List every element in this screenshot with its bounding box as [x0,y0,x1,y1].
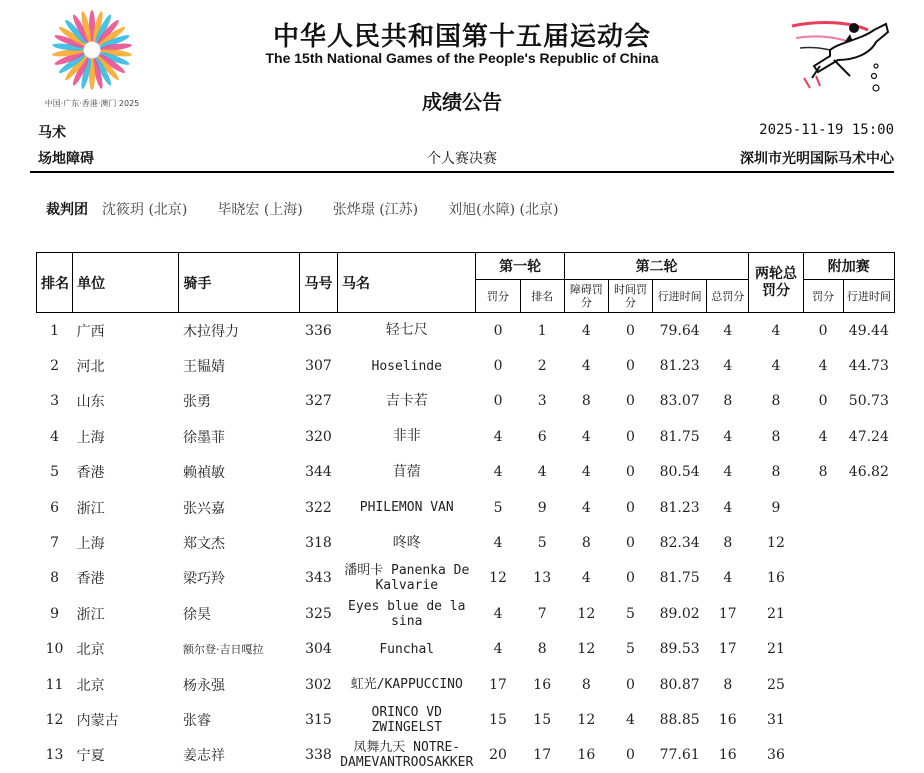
cell-r2-obs: 16 [577,747,596,764]
results-table [36,252,895,773]
cell-r2-time: 0 [626,535,635,552]
cell-total: 21 [767,605,785,622]
cell-unit: 北京 [76,677,105,694]
cell-r2-obs: 4 [581,499,591,516]
cell-jo-pen: 4 [818,358,828,375]
cell-jo-time [843,490,894,525]
cell-horse: 苜蓿 [392,463,421,480]
cell-unit: 香港 [76,571,105,588]
col-unit: 单位 [73,253,179,313]
cell-total: 8 [771,393,781,410]
table-row [37,348,895,383]
cell-r2-obs: 8 [581,535,591,552]
cell-jo-pen [803,702,843,737]
cell-unit: 宁夏 [76,748,105,765]
cell-total: 21 [767,641,785,658]
cell-r2-time: 0 [626,676,635,693]
cell-rider: 王韫婧 [182,359,225,376]
cell-jo-time: 47.24 [848,428,889,445]
cell-r2-total: 8 [723,393,733,410]
cell-r2-time: 0 [626,499,635,516]
cell-rank: 10 [45,641,64,658]
cell-rider: 额尔登·吉日嘎拉 [182,643,264,657]
cell-rank: 7 [50,535,60,552]
cell-jo-pen [803,490,843,525]
jury-list [46,199,588,219]
cell-rank: 3 [50,393,60,410]
logo-text: 中国·广东·香港·澳门 2025 [44,99,140,108]
cell-r2-time: 0 [626,570,635,587]
table-row [37,632,895,667]
cell-r2-time: 0 [626,322,635,339]
cell-r1-rank: 9 [537,499,547,516]
cell-r2-obs: 4 [581,322,591,339]
sport-name: 马术 [38,125,66,141]
cell-jo-pen [803,561,843,596]
cell-rider: 郑文杰 [182,536,225,553]
cell-r2-total: 16 [718,711,737,728]
cell-jo-pen: 8 [818,464,828,481]
cell-jo-pen: 4 [818,428,828,445]
cell-unit: 河北 [76,359,105,376]
cell-rider: 徐昊 [182,606,211,623]
col-r1-penalty: 罚分 [476,280,520,313]
table-row [37,384,895,419]
cell-r2-total: 4 [723,570,733,587]
cell-no: 343 [305,570,332,587]
cell-r2-ride: 80.54 [659,464,700,481]
cell-jo-time: 46.82 [848,464,889,481]
cell-r2-obs: 8 [581,393,591,410]
jury-label: 裁判团 [46,202,88,218]
cell-r2-ride: 89.02 [659,605,700,622]
cell-r2-obs: 4 [581,428,591,445]
table-row [37,419,895,454]
cell-r1-rank: 3 [537,393,547,410]
cell-r2-obs: 12 [577,711,596,728]
cell-jo-time: 50.73 [848,393,889,410]
cell-r1-pen: 20 [489,747,507,764]
cell-rank: 13 [45,747,64,764]
col-rank: 排名 [37,253,73,313]
cell-r1-pen: 0 [493,393,503,410]
cell-unit: 上海 [76,429,105,446]
cell-total: 36 [767,747,785,764]
cell-r2-ride: 79.64 [659,322,700,339]
cell-r2-total: 4 [723,464,733,481]
cell-r1-rank: 8 [537,641,547,658]
table-row [37,525,895,560]
cell-rank: 11 [45,676,64,693]
cell-r1-rank: 1 [537,322,547,339]
cell-r2-time: 0 [626,358,635,375]
cell-horse: 吉卡若 [385,392,428,409]
table-row [37,313,895,349]
cell-r2-total: 17 [718,641,737,658]
discipline-name: 场地障碍 [38,151,94,167]
cell-r1-pen: 4 [493,428,503,445]
cell-r2-ride: 83.07 [659,393,700,410]
cell-r2-time: 5 [626,641,635,658]
col-jo-time: 行进时间 [843,280,894,313]
table-row [37,702,895,737]
cell-no: 327 [305,393,332,410]
cell-r1-pen: 4 [493,605,503,622]
cell-total: 4 [771,322,781,339]
report-title: 成绩公告 [422,90,502,114]
cell-rank: 9 [50,605,60,622]
cell-no: 315 [305,711,332,728]
jury-member: 刘旭(水障) (北京) [448,202,559,218]
cell-jo-pen: 0 [818,322,828,339]
cell-r2-obs: 8 [581,676,591,693]
cell-unit: 广西 [76,323,105,340]
table-row [37,490,895,525]
cell-r2-total: 16 [718,747,737,764]
cell-r1-rank: 2 [537,358,547,375]
cell-r2-ride: 81.75 [659,570,700,587]
col-horse-no: 马号 [299,253,337,313]
cell-r2-total: 17 [718,605,737,622]
cell-r1-rank: 13 [533,570,552,587]
cell-rider: 赖禎敏 [182,465,225,482]
cell-r2-obs: 12 [577,641,596,658]
cell-rider: 木拉得力 [182,323,239,340]
cell-horse: PHILEMON VAN [359,500,454,516]
col-round2: 第二轮 [564,253,749,280]
cell-horse: 非非 [392,428,421,445]
cell-r2-total: 8 [723,676,733,693]
cell-horse: 凤舞九天 NOTRE-DAMEVANTROOSAKKER [340,740,474,771]
cell-r2-time: 4 [626,711,635,728]
cell-r1-rank: 15 [533,711,552,728]
col-rider: 骑手 [179,253,299,313]
cell-jo-pen [803,632,843,667]
cell-horse: ORINCO VD ZWINGELST [371,704,442,735]
cell-horse: Funchal [379,641,435,657]
cell-r2-obs: 4 [581,464,591,481]
cell-no: 318 [305,535,332,552]
page-title-en: The 15th National Games of the People's Republic of China [265,50,659,66]
cell-r2-obs: 4 [581,570,591,587]
cell-jo-time [843,525,894,560]
col-r2-ride-time: 行进时间 [653,280,707,313]
cell-no: 320 [305,428,332,445]
venue-name: 深圳市光明国际马术中心 [740,151,894,167]
cell-unit: 北京 [76,642,105,659]
cell-jo-time [843,561,894,596]
cell-r2-total: 4 [723,499,733,516]
cell-r2-time: 0 [626,428,635,445]
cell-r1-rank: 6 [537,428,547,445]
cell-rider: 杨永强 [182,677,225,694]
page-title-cn: 中华人民共和国第十五届运动会 [272,22,651,52]
cell-r2-total: 4 [723,322,733,339]
cell-jo-pen: 0 [818,393,828,410]
jury-member: 沈筱玥 (北京) [102,202,188,218]
table-row [37,596,895,631]
cell-r2-ride: 82.34 [659,535,700,552]
cell-jo-time [843,702,894,737]
col-r2-time-penalty: 时间罚分 [608,280,652,313]
cell-rider: 张睿 [182,712,211,729]
cell-no: 302 [305,676,332,693]
cell-rank: 1 [50,322,60,339]
cell-rank: 5 [50,464,60,481]
cell-unit: 山东 [76,394,105,411]
cell-r1-rank: 5 [537,535,547,552]
cell-unit: 浙江 [76,606,105,623]
cell-jo-time: 44.73 [848,358,889,375]
cell-rank: 8 [50,570,60,587]
col-r2-total: 总罚分 [707,280,749,313]
cell-horse: Eyes blue de la sina [348,598,466,629]
cell-unit: 内蒙古 [76,712,119,729]
cell-total: 12 [767,535,785,552]
cell-r1-pen: 4 [493,535,503,552]
cell-rank: 12 [45,711,64,728]
cell-r2-ride: 88.85 [659,711,700,728]
cell-r2-ride: 81.75 [659,428,700,445]
cell-r1-pen: 17 [489,676,507,693]
cell-rank: 4 [50,428,60,445]
cell-no: 322 [305,499,332,516]
header-divider [30,171,894,173]
cell-rider: 姜志祥 [182,748,225,765]
cell-jo-time [843,667,894,702]
cell-r1-pen: 0 [493,358,503,375]
col-jumpoff: 附加赛 [803,253,894,280]
cell-r2-ride: 80.87 [659,676,700,693]
cell-total: 8 [771,464,781,481]
cell-r1-pen: 4 [493,641,503,658]
cell-no: 344 [305,464,332,481]
col-horse: 马名 [338,253,476,313]
cell-horse: 轻七尺 [385,322,428,339]
cell-no: 325 [305,605,332,622]
cell-r1-rank: 4 [537,464,547,481]
cell-horse: Hoselinde [371,358,442,374]
cell-r2-ride: 81.23 [659,358,700,375]
cell-r1-pen: 5 [493,499,503,516]
cell-jo-time [843,632,894,667]
cell-r1-pen: 12 [489,570,507,587]
cell-jo-pen [803,596,843,631]
cell-rider: 梁巧羚 [182,571,225,588]
cell-r2-total: 8 [723,535,733,552]
cell-no: 304 [305,641,332,658]
jury-member: 毕晓宏 (上海) [217,202,303,218]
cell-r2-obs: 4 [581,358,591,375]
cell-r2-time: 0 [626,393,635,410]
col-jo-penalty: 罚分 [803,280,843,313]
cell-no: 307 [305,358,332,375]
cell-r2-ride: 77.61 [659,747,700,764]
cell-r1-rank: 7 [537,605,547,622]
cell-rider: 徐墨菲 [182,429,225,446]
cell-total: 16 [767,570,785,587]
table-row [37,455,895,490]
cell-r1-pen: 4 [493,464,503,481]
col-r1-rank: 排名 [520,280,564,313]
cell-r2-time: 5 [626,605,635,622]
cell-r2-time: 0 [626,747,635,764]
cell-jo-time: 49.44 [848,322,889,339]
cell-total: 8 [771,428,781,445]
cell-horse: 虹光/KAPPUCCINO [350,677,463,693]
cell-rider: 张兴嘉 [182,500,225,517]
event-name: 个人赛决赛 [427,151,497,167]
cell-horse: 咚咚 [392,534,421,551]
table-row [37,667,895,702]
cell-r2-time: 0 [626,464,635,481]
cell-r2-total: 4 [723,358,733,375]
cell-r2-ride: 81.23 [659,499,700,516]
cell-r1-pen: 15 [489,711,507,728]
col-round1: 第一轮 [476,253,564,280]
cell-no: 338 [305,747,332,764]
cell-unit: 香港 [76,465,105,482]
cell-no: 336 [305,322,332,339]
table-row [37,561,895,596]
cell-r1-rank: 17 [533,747,552,764]
cell-r1-rank: 16 [533,676,552,693]
cell-rider: 张勇 [182,394,211,411]
cell-rank: 6 [50,499,60,516]
report-datetime: 2025-11-19 15:00 [759,122,894,138]
jury-member: 张烨璟 (江苏) [332,202,419,218]
cell-jo-pen [803,525,843,560]
col-r2-obstacle: 障碍罚分 [564,280,608,313]
col-total: 两轮总罚分 [749,253,803,313]
cell-jo-time [843,596,894,631]
cell-horse: 潘明卡 Panenka De Kalvarie [344,563,470,594]
cell-r1-pen: 0 [493,322,503,339]
cell-r2-obs: 12 [577,605,596,622]
cell-rank: 2 [50,358,60,375]
cell-r2-total: 4 [723,428,733,445]
cell-jo-pen [803,667,843,702]
cell-unit: 浙江 [76,500,105,517]
cell-total: 25 [767,676,785,693]
cell-total: 31 [767,711,785,728]
cell-unit: 上海 [76,536,105,553]
cell-total: 9 [771,499,781,516]
cell-total: 4 [771,358,781,375]
cell-r2-ride: 89.53 [659,641,700,658]
